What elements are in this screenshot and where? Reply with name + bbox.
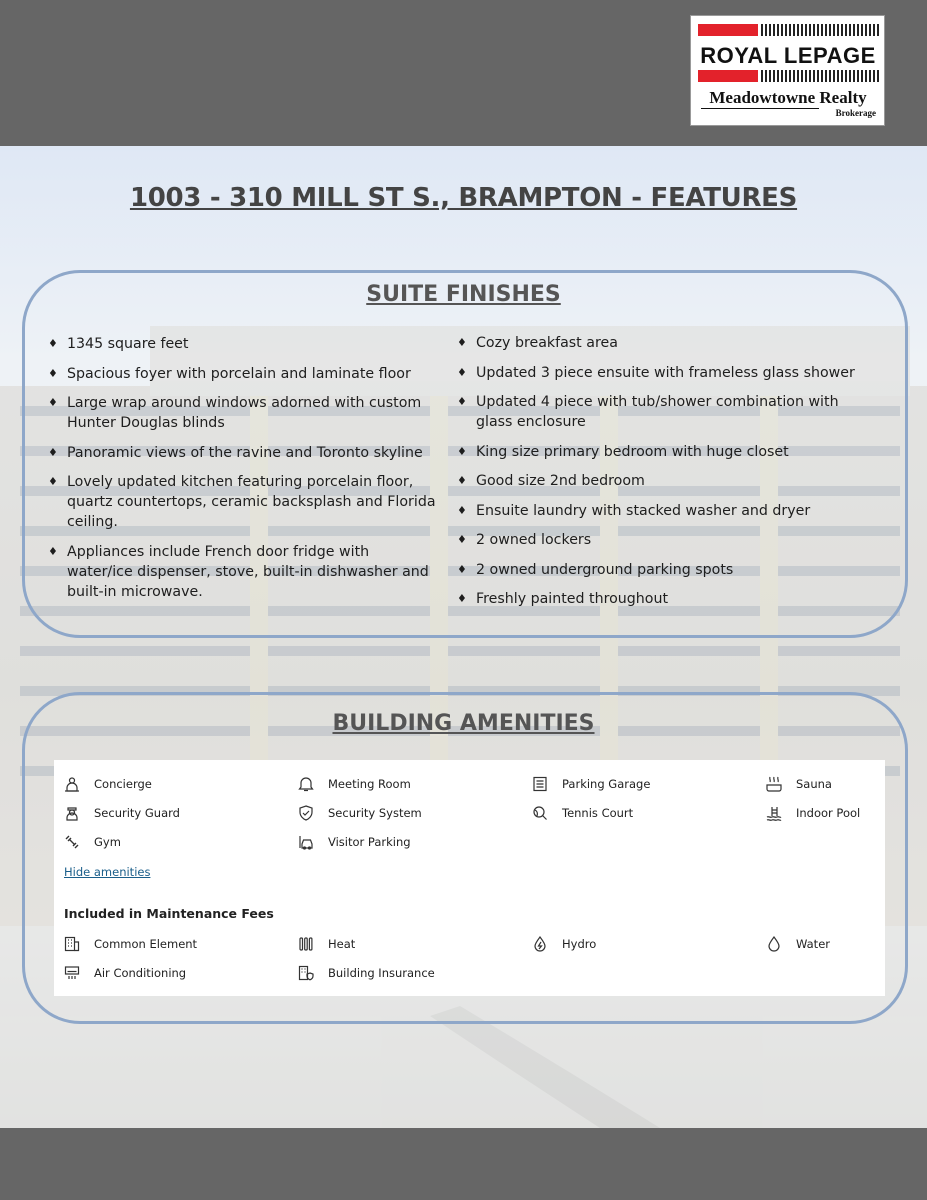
fee-hydro: [532, 935, 596, 953]
list-item: ♦ 2 owned lockers: [456, 530, 876, 550]
amenity-tennis-court: [532, 804, 633, 822]
hide-amenities-link[interactable]: Hide amenities: [64, 865, 151, 879]
royal-lepage-logo: [690, 15, 885, 126]
logo-sub: Brokerage: [835, 108, 876, 118]
amenity-label: Sauna: [796, 777, 832, 791]
fee-label: Hydro: [562, 937, 597, 951]
fee-air-conditioning: [64, 964, 186, 982]
logo-red-bar-bottom: [698, 70, 758, 82]
list-item: ♦ Good size 2nd bedroom: [456, 471, 876, 491]
amenity-gym: [64, 833, 121, 851]
amenity-sauna: [766, 775, 832, 793]
logo-lines-bottom: [761, 70, 879, 82]
list-item: ♦ King size primary bedroom with huge closet: [456, 442, 876, 462]
security-guard-icon: [64, 805, 80, 821]
list-item: ♦ Appliances include French door fridge with water/ice dispenser, stove, built-in dishwasher and built-in microwave.: [47, 542, 439, 602]
list-item: ♦ Spacious foyer with porcelain and laminate floor: [47, 364, 439, 384]
amenity-security-guard: [64, 804, 180, 822]
amenity-visitor-parking: [298, 833, 411, 851]
tennis-icon: [532, 805, 548, 821]
insurance-icon: [298, 965, 314, 981]
amenity-label: Concierge: [94, 777, 152, 791]
amenity-label: Tennis Court: [562, 806, 634, 820]
parking-garage-icon: [532, 776, 548, 792]
air-conditioning-icon: [64, 965, 80, 981]
fee-heat: [298, 935, 355, 953]
suite-finishes-right-list: [456, 333, 876, 619]
logo-office: Meadowtowne Realty: [709, 88, 867, 107]
list-item: ♦ 2 owned underground parking spots: [456, 560, 876, 580]
amenity-security-system: [298, 804, 422, 822]
amenities-card: [54, 760, 885, 996]
amenity-concierge: [64, 775, 152, 793]
amenity-label: Security System: [328, 806, 422, 820]
amenity-label: Gym: [94, 835, 121, 849]
fee-label: Building Insurance: [328, 966, 435, 980]
amenity-meeting-room: [298, 775, 411, 793]
building-amenities-heading: BUILDING AMENITIES: [332, 711, 595, 736]
fee-building-insurance: [298, 964, 435, 982]
amenity-parking-garage: [532, 775, 650, 793]
logo-red-bar-top: [698, 24, 758, 36]
maintenance-fees-heading: Included in Maintenance Fees: [64, 906, 274, 921]
fee-label: Common Element: [94, 937, 198, 951]
fee-label: Heat: [328, 937, 356, 951]
concierge-icon: [64, 776, 80, 792]
page-title: 1003 - 310 MILL ST S., BRAMPTON - FEATURES: [129, 183, 798, 213]
fee-label: Water: [796, 937, 830, 951]
hydro-icon: [532, 936, 548, 952]
list-item: ♦ Freshly painted throughout: [456, 589, 876, 609]
logo-brand: ROYAL LEPAGE: [700, 43, 876, 68]
logo-lines-top: [761, 24, 879, 36]
logo-rule: [701, 108, 819, 109]
sauna-icon: [766, 776, 782, 792]
shield-icon: [298, 805, 314, 821]
pool-icon: [766, 805, 782, 821]
amenity-indoor-pool: [766, 804, 860, 822]
suite-finishes-left-list: [47, 334, 439, 611]
fee-water: [766, 935, 830, 953]
meeting-room-icon: [298, 776, 314, 792]
amenity-label: Indoor Pool: [796, 806, 861, 820]
fee-common-element: [64, 935, 197, 953]
fee-label: Air Conditioning: [94, 966, 187, 980]
list-item: ♦ Lovely updated kitchen featuring porcelain floor, quartz countertops, ceramic backsplash and Florida ceiling.: [47, 472, 439, 532]
list-item: ♦ Ensuite laundry with stacked washer and dryer: [456, 501, 876, 521]
radiator-icon: [298, 936, 314, 952]
list-item: ♦ Large wrap around windows adorned with custom Hunter Douglas blinds: [47, 393, 439, 433]
amenity-label: Parking Garage: [562, 777, 651, 791]
list-item: ♦ Updated 4 piece with tub/shower combination with glass enclosure: [456, 392, 876, 432]
footer-bar: [0, 1128, 927, 1200]
list-item: ♦ Updated 3 piece ensuite with frameless glass shower: [456, 363, 876, 383]
suite-finishes-heading: SUITE FINISHES: [366, 282, 561, 307]
water-drop-icon: [766, 936, 782, 952]
car-icon: [298, 834, 314, 850]
list-item: ♦ Cozy breakfast area: [456, 333, 876, 353]
dumbbell-icon: [64, 834, 80, 850]
amenity-label: Meeting Room: [328, 777, 411, 791]
list-item: ♦ 1345 square feet: [47, 334, 439, 354]
amenity-label: Visitor Parking: [328, 835, 411, 849]
amenity-label: Security Guard: [94, 806, 180, 820]
list-item: ♦ Panoramic views of the ravine and Toronto skyline: [47, 443, 439, 463]
building-icon: [64, 936, 80, 952]
